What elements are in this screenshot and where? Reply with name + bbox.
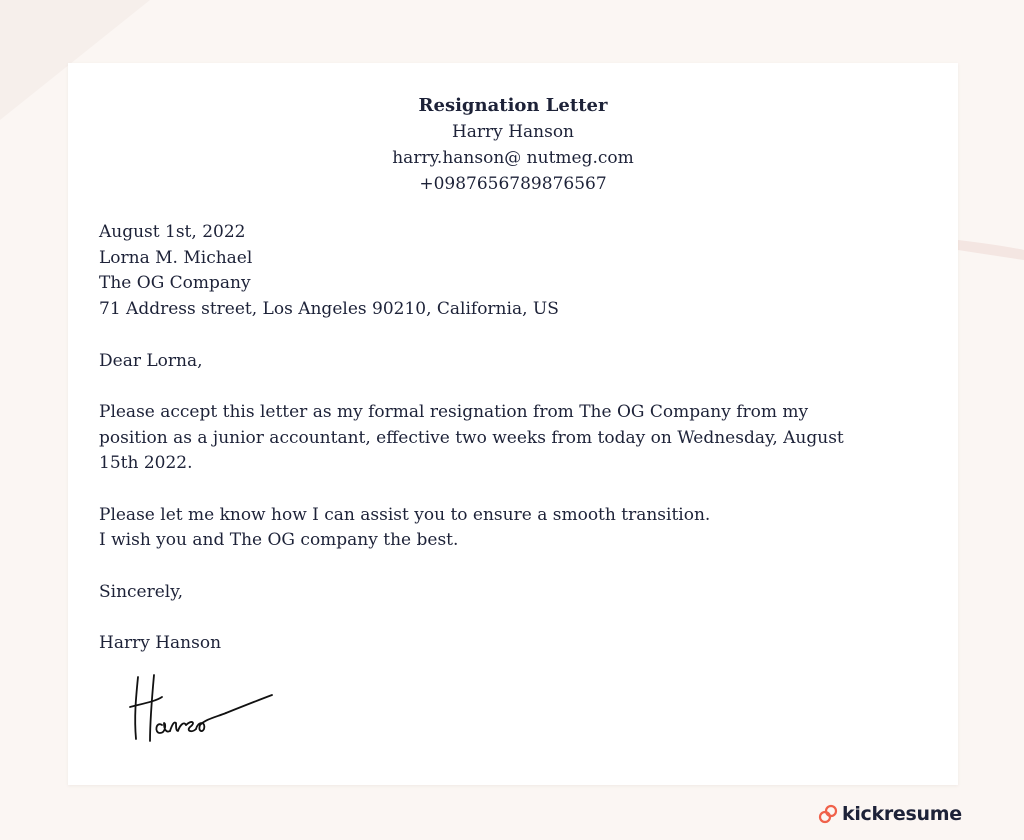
letter-date: August 1st, 2022 (99, 222, 246, 242)
recipient-company: The OG Company (99, 273, 251, 294)
closing: Sincerely, (99, 581, 183, 602)
paragraph-line: position as a junior accountant, effective two weeks from today on Wednesday, August (99, 427, 844, 448)
sender-phone: +0987656789876567 (419, 174, 607, 194)
sender-name: Harry Hanson (451, 122, 575, 142)
paragraph-line: Please let me know how I can assist you to ensure a smooth transition. (99, 504, 711, 525)
paragraph-line: Please accept this letter as my formal resignation from The OG Company from my (99, 401, 809, 422)
salutation: Dear Lorna, (99, 350, 203, 371)
recipient-name: Lorna M. Michael (99, 247, 253, 268)
torn-paper-edge (68, 760, 958, 794)
brand-name: kickresume (842, 803, 962, 825)
recipient-address: 71 Address street, Los Angeles 90210, California, US (99, 299, 559, 320)
handwritten-signature (126, 667, 276, 747)
signoff-name: Harry Hanson (99, 633, 222, 654)
letter-title: Resignation Letter (418, 95, 608, 116)
letter-paper (68, 63, 958, 785)
kickresume-logo-icon (818, 803, 838, 825)
letter-body (99, 220, 929, 657)
sender-email: harry.hanson@ nutmeg.com (392, 148, 634, 168)
paragraph-line: I wish you and The OG company the best. (99, 530, 459, 551)
kickresume-brand[interactable] (818, 803, 962, 825)
letter-header (68, 93, 958, 197)
paragraph-line: 15th 2022. (99, 453, 193, 474)
